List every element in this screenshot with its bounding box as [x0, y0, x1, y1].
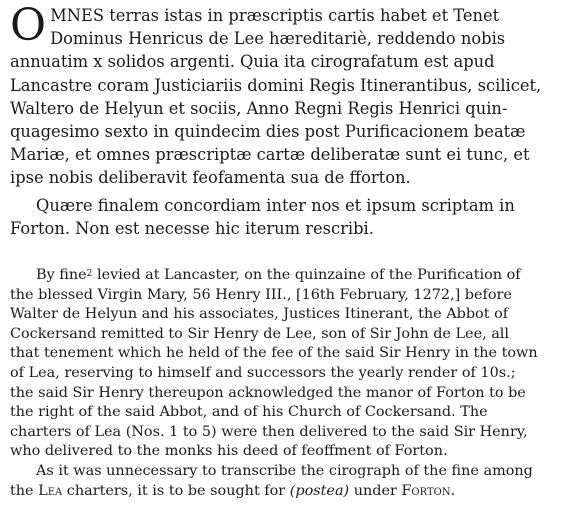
english-paragraph-1: [10, 266, 568, 462]
english-line: that tenement which he held of the fee of the said Sir Henry in the town: [10, 345, 538, 362]
latin-paragraph-2: [10, 194, 570, 240]
english-paragraph-2: [10, 462, 568, 501]
latin-line: quagesimo sexto in quindecim dies post Purificacionem beatæ: [10, 122, 526, 142]
latin-line: MNES terras istas in præscriptis cartis habet et Tenet: [50, 6, 500, 25]
footnote-marker: 2: [86, 269, 93, 279]
text-run: under: [349, 482, 402, 499]
latin-line: Mariæ, et omnes præscriptæ cartæ deliberatæ sunt ei tunc, et: [10, 145, 530, 165]
latin-text-block: [10, 0, 570, 240]
text-run: By fine: [36, 267, 87, 283]
latin-line: Dominus Henricus de Lee hæreditariè, reddendo nobis: [50, 29, 506, 49]
latin-line: Forton. Non est necesse hic iterum rescribi.: [10, 218, 374, 238]
latin-line: annuatim x solidos argenti. Quia ita cirografatum est apud: [10, 52, 495, 72]
latin-line: ipse nobis deliberavit feofamenta sua de fforton.: [10, 168, 411, 188]
italic-postea: (postea): [289, 482, 350, 499]
english-line: [10, 266, 568, 286]
english-line: [10, 482, 568, 502]
latin-line: Lancastre coram Justiciariis domini Regis Itinerantibus, scilicet,: [10, 75, 542, 95]
english-line: of Lea, reserving to himself and successors the yearly render of 10s.;: [10, 364, 516, 381]
text-run: levied at Lancaster, on the quinzaine of the Purification of: [92, 267, 521, 283]
english-line: who delivered to the monks his deed of feoffment of Forton.: [10, 443, 448, 460]
english-line: Walter de Helyun and his associates, Justices Itinerant, the Abbot of: [10, 306, 509, 323]
english-line: As it was unnecessary to transcribe the cirograph of the fine among: [36, 462, 533, 479]
latin-paragraph-1: [10, 0, 570, 190]
english-line: the right of the said Abbot, and of his Church of Cockersand. The: [10, 404, 488, 421]
english-line: the blessed Virgin Mary, 56 Henry III., [16th February, 1272,] before: [10, 286, 512, 303]
english-line: Cockersand remitted to Sir Henry de Lee, son of Sir John de Lee, all: [10, 325, 510, 342]
small-caps-lea: Lea: [38, 482, 63, 499]
text-run: .: [450, 482, 456, 499]
english-line: charters of Lea (Nos. 1 to 5) were then delivered to the said Sir Henry,: [10, 423, 528, 440]
text-run: the: [10, 482, 39, 499]
text-run: charters, it is to be sought for: [62, 482, 290, 499]
latin-line: Quære finalem concordiam inter nos et ipsum scriptam in: [36, 195, 515, 215]
english-translation-block: [10, 266, 568, 501]
latin-line: Waltero de Helyun et sociis, Anno Regni Regis Henrici quin-: [10, 98, 508, 118]
drop-cap: O: [10, 0, 47, 51]
small-caps-forton: Forton: [401, 482, 451, 499]
english-line: the said Sir Henry thereupon acknowledged the manor of Forton to be: [10, 384, 526, 401]
